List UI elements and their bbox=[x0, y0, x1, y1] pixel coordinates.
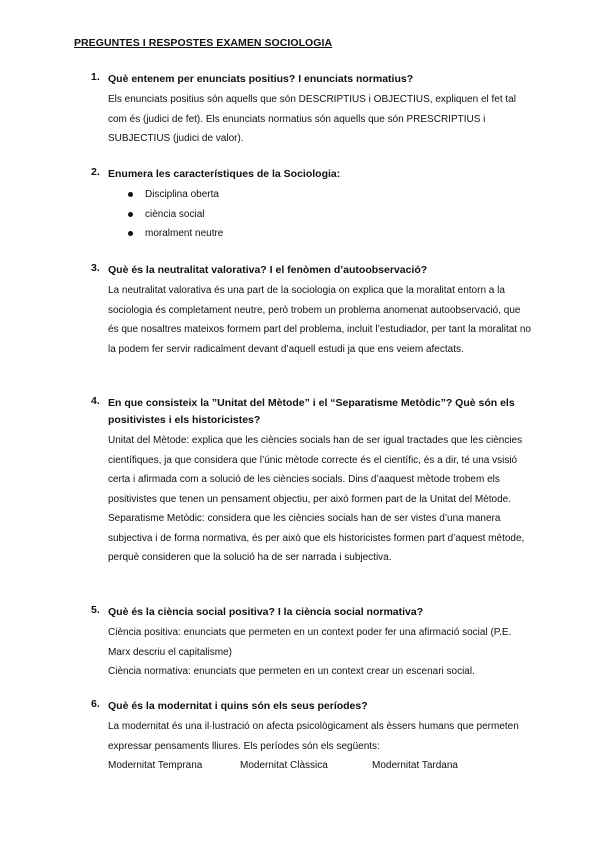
question-heading: Què és la neutralitat valorativa? I el fenòmen d’autoobservació? bbox=[108, 264, 428, 276]
question-6 bbox=[91, 698, 531, 776]
question-1 bbox=[91, 71, 531, 149]
periods-list bbox=[108, 756, 531, 776]
question-number: 3. bbox=[91, 262, 100, 274]
period-item: Modernitat Temprana bbox=[108, 760, 203, 771]
bullet-icon bbox=[128, 212, 133, 217]
list-item: moralment neutre bbox=[128, 224, 531, 244]
question-5 bbox=[91, 604, 531, 682]
characteristics-list bbox=[91, 185, 531, 244]
answer bbox=[108, 717, 531, 776]
answer-paragraph: La modernitat és una il·lustració on afecta psicològicament als èssers humans que permeten expressar pensaments lliures. Els períodes són els següents: bbox=[108, 721, 519, 752]
answer-paragraph: La neutralitat valorativa és una part de la sociologia on explica que la moralitat entorn a la sociologia és completament neutre, però trobem un problema anomenat autoobservació, que és que nosaltres mateixos formem part del problema, incluit l’estudiador, per tant la moralitat no la podem fer servir radicalment devant d’aquell estudi ja que ens veiem afectats. bbox=[108, 285, 531, 355]
question-number: 1. bbox=[91, 71, 100, 83]
question-heading: Què és la ciència social positiva? I la ciència social normativa? bbox=[108, 606, 424, 618]
question-4 bbox=[91, 395, 531, 568]
list-item: Disciplina oberta bbox=[128, 185, 531, 205]
question-heading: Què entenem per enunciats positius? I enunciats normatius? bbox=[108, 73, 414, 85]
answer bbox=[108, 623, 531, 682]
question-heading: En que consisteix la ”Unitat del Mètode” i el “Separatisme Metòdic”? Què són els positivistes i els historicistes? bbox=[108, 397, 515, 426]
list-item: ciència social bbox=[128, 205, 531, 225]
bullet-icon bbox=[128, 231, 133, 236]
answer-paragraph: Separatisme Metòdic: considera que les ciències socials han de ser vistes d’una manera subjectiva i de forma normativa, és per això que els historicistes formen part d’aquest mètode, perquè consideren que la solució ha de ser narrada i subjectiva. bbox=[108, 513, 525, 563]
question-heading: Enumera les característiques de la Sociologia: bbox=[108, 168, 341, 180]
period-item: Modernitat Clàssica bbox=[240, 760, 328, 771]
answer bbox=[108, 431, 531, 568]
question-2 bbox=[91, 166, 531, 244]
document-title: PREGUNTES I RESPOSTES EXAMEN SOCIOLOGIA bbox=[74, 37, 333, 49]
answer-paragraph: Ciència positiva: enunciats que permeten en un context poder fer una afirmació social (P.E. Marx descriu el capitalisme) bbox=[108, 627, 512, 658]
answer-paragraph: Ciència normativa: enunciats que permeten en un context crear un escenari social. bbox=[108, 666, 475, 677]
question-number: 2. bbox=[91, 166, 100, 178]
question-number: 4. bbox=[91, 395, 100, 407]
answer bbox=[108, 281, 531, 359]
question-3 bbox=[91, 262, 531, 359]
question-heading: Què és la modernitat i quins són els seus períodes? bbox=[108, 700, 368, 712]
question-number: 5. bbox=[91, 604, 100, 616]
answer-paragraph: Unitat del Mètode: explica que les ciències socials han de ser igual tractades que les ciències científiques, ja que considera que l’únic mètode correcte és el científic, és a dir, té una vsisió certa i afirmada com a solució de les ciències socials. Dins d’aaquest mètode trobem els positivistes que tenen un pensament objectiu, per això formen part de la Unitat del Mètode. bbox=[108, 435, 523, 505]
question-number: 6. bbox=[91, 698, 100, 710]
answer-paragraph: Els enunciats positius són aquells que són DESCRIPTIUS i OBJECTIUS, expliquen el fet tal com és (judici de fet). Els enunciats normatius són aquells que són PRESCRIPTIUS i SUBJECTIUS (judici de valor). bbox=[108, 94, 516, 144]
answer bbox=[108, 90, 531, 149]
bullet-icon bbox=[128, 192, 133, 197]
period-item: Modernitat Tardana bbox=[372, 760, 458, 771]
